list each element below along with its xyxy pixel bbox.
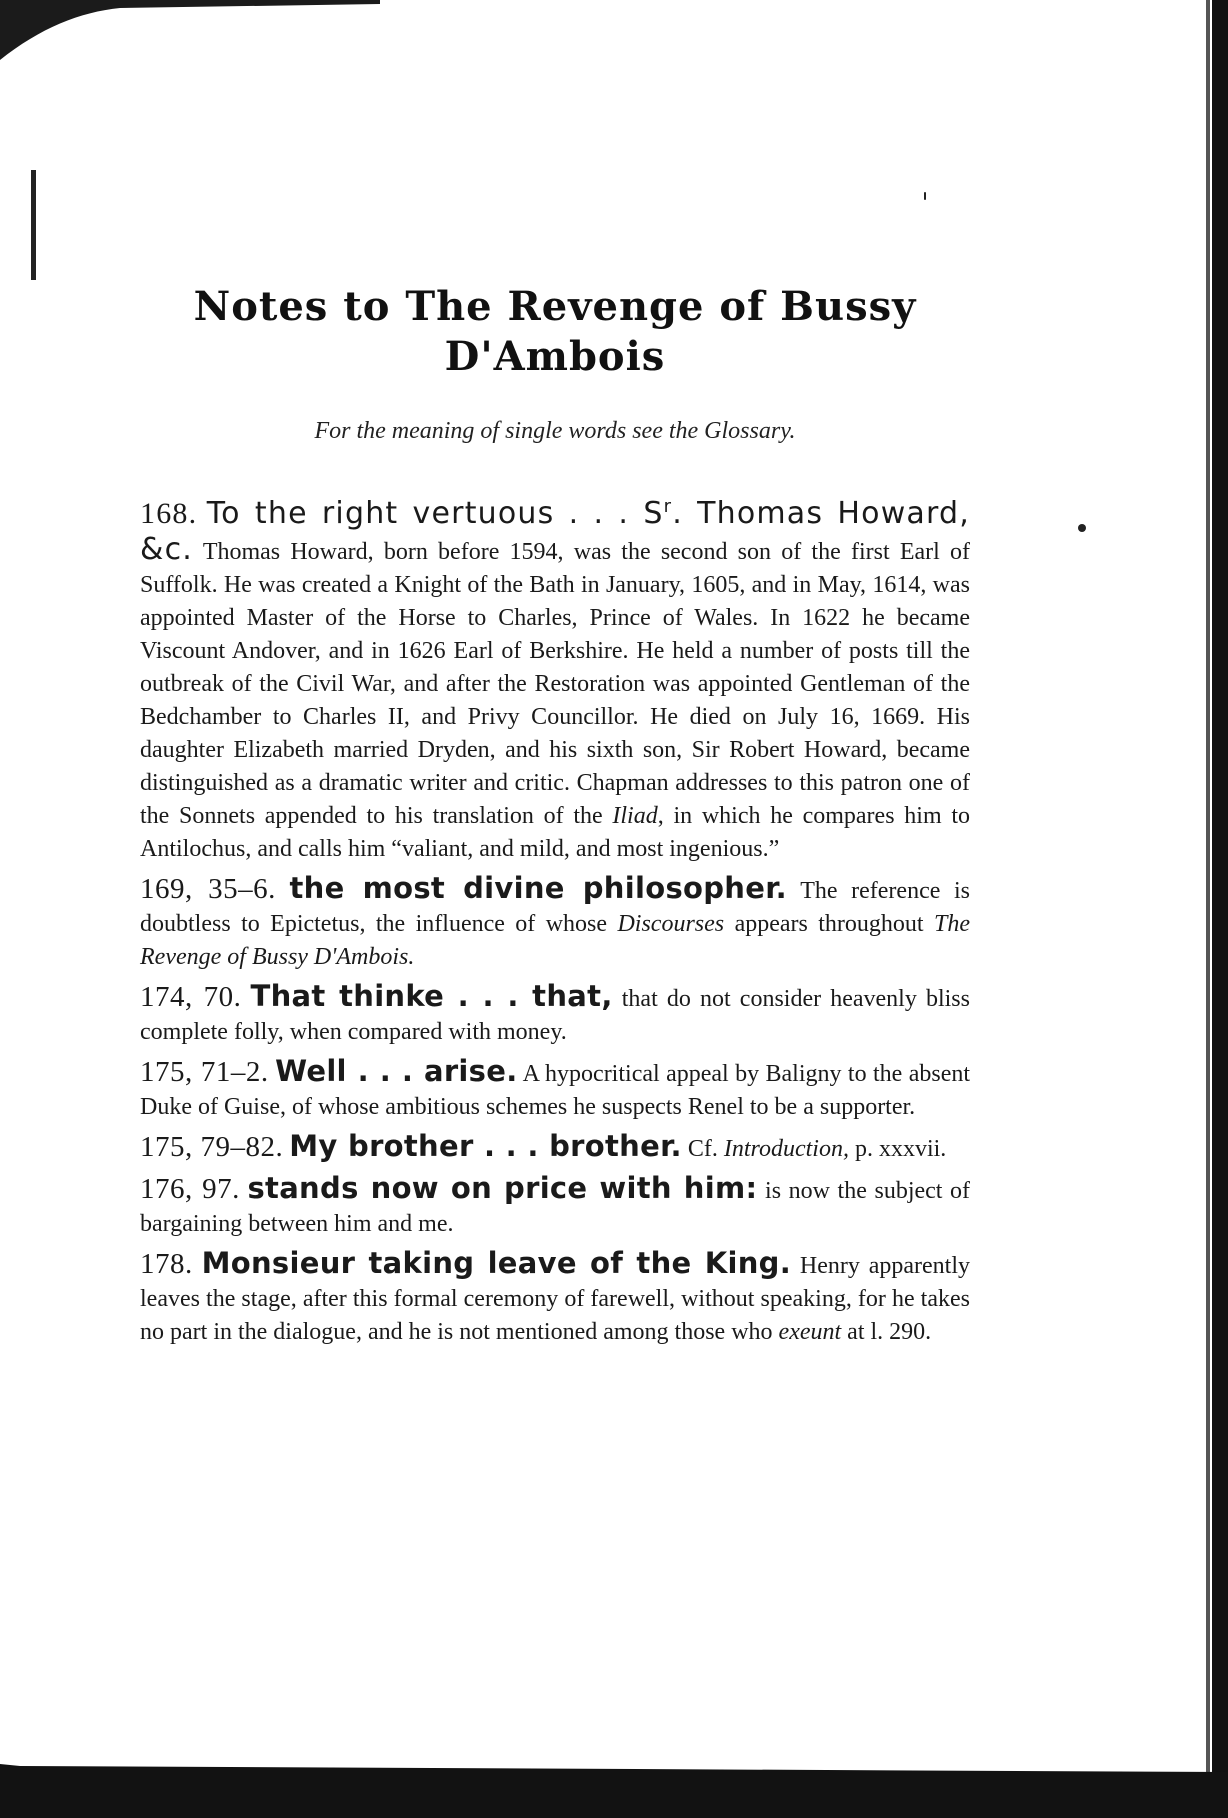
glossary-note: For the meaning of single words see the Glossary. (314, 418, 796, 444)
note-item (140, 490, 970, 866)
note-lemma: Well . . . arise. (275, 1054, 518, 1088)
note-item (140, 1055, 970, 1124)
note-text: Henry apparently leaves the stage, after this formal ceremony of farewell, without speaking, for he takes no part in the dialogue, and he is not mentioned among those who (140, 1253, 971, 1345)
note-text: appears throughout (734, 911, 924, 937)
note-reference: 178. (140, 1248, 193, 1280)
speck-mark (924, 192, 926, 200)
scan-mark-left (28, 170, 42, 280)
note-italic-text: Iliad (612, 803, 658, 829)
note-lemma: To the right vertuous . . . $S^r$. Thomas Howard, &c. (140, 496, 971, 567)
note-reference: 176, 97. (140, 1173, 240, 1205)
note-lemma: That thinke . . . that, (250, 979, 613, 1013)
scan-edge-right (1202, 0, 1228, 1818)
page-title (140, 282, 970, 382)
note-text: Cf. (687, 1136, 718, 1162)
note-lemma: stands now on price with him: (247, 1171, 758, 1205)
scan-edge-bottom (0, 1738, 1228, 1818)
note-text: The reference is doubtless to Epictetus, the influence of whose (140, 878, 971, 937)
notes-list (140, 490, 970, 1355)
note-italic-text: Discourses (617, 911, 725, 937)
scan-shadow-top-left (0, 0, 380, 70)
note-lemma: the most divine philosopher. (289, 871, 788, 905)
note-text: p. xxxvii. (854, 1136, 947, 1162)
note-item (140, 1130, 970, 1166)
note-italic-text: exeunt (778, 1319, 842, 1345)
speck-mark (1078, 524, 1086, 532)
note-item (140, 1247, 970, 1349)
note-reference: 174, 70. (140, 981, 242, 1013)
note-reference: 168. (140, 497, 198, 530)
note-item (140, 980, 970, 1049)
note-text: Thomas Howard, born before 1594, was the second son of the first Earl of Suffolk. He was created a Knight of the Bath in January, 1605, and in May, 1614, was appointed Master of the Horse to Charles, Prince of Wales. In 1622 he became Viscount Andover, and in 1626 Earl of Berkshire. He held a number of posts till the outbreak of the Civil War, and after the Restoration was appointed Gentleman of the Bedchamber to Charles II, and Privy Councillor. He died on July 16, 1669. His daughter Elizabeth married Dryden, and his sixth son, Sir Robert Howard, became distinguished as a dramatic writer and critic. Chapman addresses to this patron one of the Sonnets appended to his translation of the (140, 539, 970, 829)
note-reference: 169, 35–6. (140, 873, 276, 905)
note-lemma: Monsieur taking leave of the King. (201, 1246, 792, 1280)
note-italic-text: The Revenge of Bussy D'Ambois. (140, 911, 971, 970)
note-reference: 175, 79–82. (140, 1131, 284, 1163)
note-text: that do not consider heavenly bliss complete folly, when compared with money. (140, 986, 970, 1045)
note-italic-text: Introduction, (723, 1136, 849, 1162)
note-reference: 175, 71–2. (140, 1056, 269, 1088)
note-item (140, 872, 970, 974)
note-lemma: My brother . . . brother. (289, 1129, 682, 1163)
title-line-2: D'Ambois (444, 333, 666, 380)
note-text: is now the subject of bargaining between him and me. (140, 1178, 971, 1237)
note-text: A hypocritical appeal by Baligny to the absent Duke of Guise, of whose ambitious schemes he suspects Renel to be a supporter. (140, 1061, 971, 1120)
note-item (140, 1172, 970, 1241)
note-text: , in which he compares him to Antilochus, and calls him “valiant, and mild, and most ingenious.” (140, 803, 970, 862)
title-line-1: Notes to The Revenge of Bussy (193, 283, 917, 330)
note-text: at l. 290. (847, 1319, 932, 1345)
